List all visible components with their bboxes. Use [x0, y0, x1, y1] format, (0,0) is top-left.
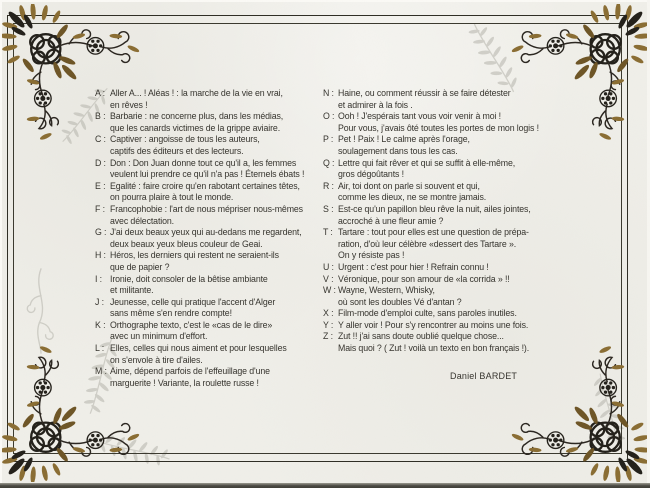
entry-line: Véronique, pour son amour de «la corrida » !!	[338, 273, 510, 284]
entry-letter: L :	[95, 343, 105, 354]
abecedaire-entry-o	[323, 111, 539, 134]
entry-text	[338, 331, 529, 354]
abecedaire-entry-i	[95, 274, 304, 297]
entry-line: Y aller voir ! Pour s'y rencontrer au moins une fois.	[338, 319, 529, 330]
entry-text	[110, 250, 279, 273]
scan-edge-top	[0, 0, 650, 2]
entry-line: Pet ! Paix ! Le calme après l'orage,	[338, 134, 470, 145]
abecedaire-entry-j	[95, 297, 304, 320]
entry-letter: S :	[323, 203, 334, 214]
scan-edge-left	[0, 0, 2, 488]
entry-line: Ooh ! J'espérais tant vous voir venir à moi !	[338, 111, 502, 122]
abecedaire-entry-m	[95, 366, 304, 389]
entry-letter: W :	[323, 285, 336, 296]
entry-text	[110, 274, 268, 297]
abecedaire-entry-k	[95, 320, 304, 343]
abecedaire-entry-d	[95, 158, 304, 181]
entry-letter: E :	[95, 180, 106, 191]
abecedaire-column-right	[323, 88, 539, 355]
entry-line: soulagement dans tous les cas.	[338, 145, 458, 156]
entry-text	[338, 320, 528, 332]
entry-line: J'ai deux beaux yeux qui au-dedans me regardent,	[110, 227, 302, 238]
entry-line: Aller A... ! Aléas ! : la marche de la vie en vrai,	[110, 88, 283, 98]
entry-line: on pourra plaire à tout le monde.	[110, 192, 234, 203]
entry-text	[110, 88, 283, 111]
entry-line: Mais quoi ? ( Zut ! voilà un texto en bon français !).	[338, 343, 530, 354]
entry-letter: D :	[95, 157, 106, 168]
abecedaire-entry-p	[323, 134, 539, 157]
entry-line: Egalité : faire croire qu'en rabotant certaines têtes,	[110, 180, 300, 191]
entry-line: sans même s'en rendre compte!	[110, 308, 232, 319]
entry-line: Jeunesse, celle qui pratique l'accent d'Alger	[110, 296, 276, 307]
entry-line: avec un minimum d'effort.	[110, 331, 208, 342]
entry-line: comme les dieux, ne se montre jamais.	[338, 192, 487, 203]
entry-letter: Y :	[323, 319, 334, 330]
scan-edge-bottom	[0, 483, 650, 488]
abecedaire-entry-a	[95, 88, 304, 111]
abecedaire-entry-t	[323, 227, 539, 262]
entry-letter: Z :	[323, 331, 333, 342]
entry-letter: J :	[95, 296, 104, 307]
entry-line: veulent lui prendre ce qu'il n'a pas ! Éternels ébats !	[110, 169, 305, 180]
entry-text	[110, 343, 287, 366]
abecedaire-entry-h	[95, 250, 304, 273]
abecedaire-entry-v	[323, 274, 539, 286]
entry-line: on s'envole à tire d'ailes.	[110, 354, 203, 365]
entry-line: et admirer à la fois .	[338, 99, 413, 110]
entry-text	[110, 181, 300, 204]
corner-ornament-bottom-right	[504, 336, 650, 482]
entry-text	[338, 111, 539, 134]
entry-text	[110, 366, 270, 389]
entry-letter: K :	[95, 319, 106, 330]
entry-letter: U :	[323, 261, 334, 272]
abecedaire-entry-y	[323, 320, 539, 332]
abecedaire-entry-g	[95, 227, 304, 250]
entry-text	[110, 134, 260, 157]
entry-line: Ironie, doit consoler de la bêtise ambiante	[110, 273, 268, 284]
entry-line: Urgent : c'est pour hier ! Refrain connu !	[338, 261, 489, 272]
entry-line: Elles, celles qui nous aiment et pour lesquelles	[110, 343, 287, 354]
entry-letter: R :	[323, 180, 334, 191]
entry-letter: Q :	[323, 157, 335, 168]
entry-letter: X :	[323, 308, 334, 319]
entry-letter: I :	[95, 273, 102, 284]
abecedaire-entry-w	[323, 285, 539, 308]
entry-letter: A :	[95, 88, 105, 98]
entry-line: On y résiste pas !	[338, 250, 405, 261]
author-signature: Daniel BARDET	[450, 371, 518, 381]
entry-line: que les canards victimes de la grippe aviaire.	[110, 122, 281, 133]
entry-text	[338, 262, 489, 274]
entry-text	[110, 158, 304, 181]
entry-letter: H :	[95, 250, 106, 261]
entry-line: ration, d'où leur célèbre «dessert des Tartare ».	[338, 238, 517, 249]
entry-line: Film-mode d'emploi culte, sans paroles inutiles.	[338, 308, 517, 319]
entry-line: gros dégoûtants !	[338, 169, 404, 180]
entry-letter: O :	[323, 111, 335, 122]
entry-text	[338, 88, 511, 111]
entry-letter: B :	[95, 111, 106, 122]
entry-line: Héros, les derniers qui restent ne seraient-ils	[110, 250, 279, 261]
entry-line: Orthographe texto, c'est le «cas de le dire»	[110, 319, 273, 330]
abecedaire-entry-f	[95, 204, 304, 227]
entry-text	[110, 204, 303, 227]
abecedaire-entry-r	[323, 181, 539, 204]
entry-line: Air, toi dont on parle si souvent et qui,	[338, 180, 480, 191]
entry-text	[110, 111, 283, 134]
abecedaire-entry-c	[95, 134, 304, 157]
abecedaire-entry-n	[323, 88, 539, 111]
abecedaire-entry-s	[323, 204, 539, 227]
entry-text	[338, 158, 515, 181]
entry-line: en rêves !	[110, 99, 148, 110]
entry-line: Aime, dépend parfois de l'effeuillage d'une	[110, 366, 270, 377]
entry-text	[338, 134, 470, 157]
entry-line: Zut !! j'ai sans doute oublié quelque chose...	[338, 331, 504, 342]
abecedaire-column-left	[95, 88, 304, 389]
entry-text	[110, 297, 275, 320]
entry-line: Tartare : tout pour elles est une question de prépa-	[338, 227, 529, 238]
entry-text	[338, 308, 517, 320]
entry-text	[338, 285, 462, 308]
abecedaire-entry-u	[323, 262, 539, 274]
entry-line: Lettre qui fait rêver et qui se suffit à elle-même,	[338, 157, 516, 168]
entry-letter: C :	[95, 134, 106, 145]
entry-line: avec délectation.	[110, 215, 174, 226]
entry-line: accroché à une fleur amie ?	[338, 215, 444, 226]
entry-line: Pour vous, j'avais ôté toutes les portes de mon logis !	[338, 122, 539, 133]
entry-line: Don : Don Juan donne tout ce qu'il a, les femmes	[110, 157, 297, 168]
entry-line: marguerite ! Variante, la roulette russe !	[110, 377, 259, 388]
entry-letter: G :	[95, 227, 107, 238]
entry-letter: F :	[95, 203, 105, 214]
entry-letter: T :	[323, 227, 333, 238]
entry-line: où sont les doubles Vé d'antan ?	[338, 296, 462, 307]
abecedaire-entry-q	[323, 158, 539, 181]
entry-letter: V :	[323, 273, 334, 284]
entry-line: Captiver : angoisse de tous les auteurs,	[110, 134, 260, 145]
entry-text	[338, 274, 510, 286]
entry-letter: P :	[323, 134, 334, 145]
entry-line: Haine, ou comment réussir à se faire détester	[338, 88, 511, 98]
abecedaire-entry-e	[95, 181, 304, 204]
entry-text	[110, 227, 302, 250]
entry-letter: M :	[95, 366, 107, 377]
entry-line: que de papier ?	[110, 261, 170, 272]
entry-line: Barbarie : ne concerne plus, dans les médias,	[110, 111, 284, 122]
entry-line: Wayne, Western, Whisky,	[338, 285, 435, 296]
entry-line: Francophobie : l'art de nous mépriser nous-mêmes	[110, 203, 303, 214]
floral-flourish-icon	[504, 336, 650, 482]
entry-text	[110, 320, 272, 343]
entry-text	[338, 227, 529, 262]
entry-line: et militante.	[110, 285, 154, 296]
entry-line: captifs des éditeurs et des lecteurs.	[110, 145, 244, 156]
entry-letter: N :	[323, 88, 334, 98]
entry-text	[338, 204, 531, 227]
entry-line: deux beaux yeux bleus couleur de Geai.	[110, 238, 263, 249]
abecedaire-entry-l	[95, 343, 304, 366]
entry-text	[338, 181, 486, 204]
abecedaire-entry-x	[323, 308, 539, 320]
entry-line: Est-ce qu'un papillon bleu rêve la nuit, ailes jointes,	[338, 203, 531, 214]
abecedaire-entry-z	[323, 331, 539, 354]
abecedaire-entry-b	[95, 111, 304, 134]
